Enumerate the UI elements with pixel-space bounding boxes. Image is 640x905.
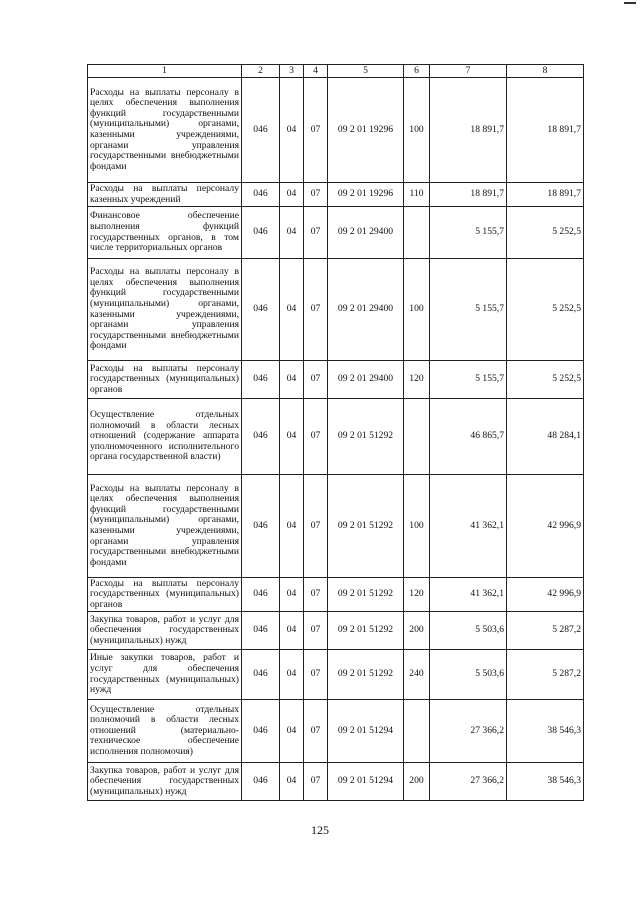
cell-ministry-code: 046 <box>242 361 280 399</box>
cell-subsection: 07 <box>304 700 328 763</box>
cell-ministry-code: 046 <box>242 259 280 361</box>
cell-expense-type: 100 <box>404 259 430 361</box>
cell-amount-col8: 42 996,9 <box>507 578 584 612</box>
cell-amount-col7: 27 366,2 <box>430 700 507 763</box>
header-col-5: 5 <box>328 65 404 78</box>
row-description: Осуществление отдельных полномочий в области лесных отношений (материально-техническое обеспечение исполнения полномочия) <box>88 700 242 763</box>
cell-amount-col8: 38 546,3 <box>507 763 584 801</box>
table-row <box>88 399 584 475</box>
cell-ministry-code: 046 <box>242 578 280 612</box>
cell-section: 04 <box>280 361 304 399</box>
cell-section: 04 <box>280 399 304 475</box>
header-col-4: 4 <box>304 65 328 78</box>
cell-section: 04 <box>280 612 304 650</box>
cell-section: 04 <box>280 207 304 259</box>
row-description: Расходы на выплаты персоналу казенных учреждений <box>88 183 242 207</box>
cell-expense-type: 110 <box>404 183 430 207</box>
cell-amount-col7: 41 362,1 <box>430 578 507 612</box>
cell-ministry-code: 046 <box>242 650 280 700</box>
table-row <box>88 475 584 578</box>
table-row <box>88 78 584 183</box>
cell-subsection: 07 <box>304 259 328 361</box>
cell-section: 04 <box>280 475 304 578</box>
cell-section: 04 <box>280 578 304 612</box>
cell-expense-type: 100 <box>404 475 430 578</box>
cell-expense-type <box>404 399 430 475</box>
cell-expense-type: 100 <box>404 78 430 183</box>
row-description: Расходы на выплаты персоналу в целях обеспечения выполнения функций государственными (муниципальными) органами, казенными учреждениями, органами управления государственными внебюджетными фондами <box>88 259 242 361</box>
cell-ministry-code: 046 <box>242 763 280 801</box>
cell-subsection: 07 <box>304 207 328 259</box>
table-row <box>88 183 584 207</box>
table-row <box>88 578 584 612</box>
row-description: Осуществление отдельных полномочий в области лесных отношений (содержание аппарата уполномоченного исполнительного органа государственной власти) <box>88 399 242 475</box>
cell-expense-type <box>404 700 430 763</box>
budget-table <box>87 64 584 801</box>
cell-amount-col8: 5 252,5 <box>507 259 584 361</box>
table-row <box>88 612 584 650</box>
header-col-2: 2 <box>242 65 280 78</box>
cell-section: 04 <box>280 78 304 183</box>
cell-subsection: 07 <box>304 399 328 475</box>
header-col-7: 7 <box>430 65 507 78</box>
cell-amount-col7: 5 155,7 <box>430 259 507 361</box>
cell-amount-col8: 18 891,7 <box>507 78 584 183</box>
cell-amount-col7: 41 362,1 <box>430 475 507 578</box>
cell-target-article: 09 2 01 29400 <box>328 361 404 399</box>
table-row <box>88 700 584 763</box>
cell-expense-type: 200 <box>404 763 430 801</box>
row-description: Расходы на выплаты персоналу государственных (муниципальных) органов <box>88 578 242 612</box>
table-row <box>88 361 584 399</box>
cell-amount-col7: 18 891,7 <box>430 78 507 183</box>
cell-subsection: 07 <box>304 183 328 207</box>
cell-target-article: 09 2 01 51292 <box>328 475 404 578</box>
cell-amount-col7: 5 503,6 <box>430 612 507 650</box>
cell-amount-col7: 18 891,7 <box>430 183 507 207</box>
row-description: Закупка товаров, работ и услуг для обеспечения государственных (муниципальных) нужд <box>88 612 242 650</box>
row-description: Расходы на выплаты персоналу в целях обеспечения выполнения функций государственными (муниципальными) органами, казенными учреждениями, органами управления государственными внебюджетными фондами <box>88 78 242 183</box>
table-row <box>88 763 584 801</box>
cell-subsection: 07 <box>304 578 328 612</box>
cell-ministry-code: 046 <box>242 78 280 183</box>
cell-amount-col7: 27 366,2 <box>430 763 507 801</box>
cell-section: 04 <box>280 650 304 700</box>
cell-expense-type: 120 <box>404 361 430 399</box>
header-col-3: 3 <box>280 65 304 78</box>
cell-expense-type <box>404 207 430 259</box>
cell-expense-type: 200 <box>404 612 430 650</box>
cell-ministry-code: 046 <box>242 207 280 259</box>
cell-amount-col7: 46 865,7 <box>430 399 507 475</box>
row-description: Иные закупки товаров, работ и услуг для обеспечения государственных (муниципальных) нужд <box>88 650 242 700</box>
cell-amount-col8: 48 284,1 <box>507 399 584 475</box>
cell-section: 04 <box>280 259 304 361</box>
cell-amount-col8: 5 252,5 <box>507 207 584 259</box>
page-number: 125 <box>311 823 329 837</box>
cell-amount-col8: 5 252,5 <box>507 361 584 399</box>
cell-subsection: 07 <box>304 763 328 801</box>
cell-amount-col7: 5 155,7 <box>430 207 507 259</box>
row-description: Финансовое обеспечение выполнения функций государственных органов, в том числе территориальных органов <box>88 207 242 259</box>
cell-amount-col7: 5 503,6 <box>430 650 507 700</box>
table-row <box>88 650 584 700</box>
cell-ministry-code: 046 <box>242 475 280 578</box>
cell-target-article: 09 2 01 29400 <box>328 259 404 361</box>
cell-subsection: 07 <box>304 361 328 399</box>
row-description: Закупка товаров, работ и услуг для обеспечения государственных (муниципальных) нужд <box>88 763 242 801</box>
cell-amount-col8: 5 287,2 <box>507 650 584 700</box>
table-row <box>88 207 584 259</box>
cell-expense-type: 120 <box>404 578 430 612</box>
cell-ministry-code: 046 <box>242 612 280 650</box>
row-description: Расходы на выплаты персоналу в целях обеспечения выполнения функций государственными (муниципальными) органами, казенными учреждениями, органами управления государственными внебюджетными фондами <box>88 475 242 578</box>
cell-target-article: 09 2 01 51292 <box>328 578 404 612</box>
table-row <box>88 259 584 361</box>
cell-ministry-code: 046 <box>242 700 280 763</box>
cell-target-article: 09 2 01 51294 <box>328 700 404 763</box>
header-col-1: 1 <box>88 65 242 78</box>
cell-amount-col7: 5 155,7 <box>430 361 507 399</box>
cell-amount-col8: 42 996,9 <box>507 475 584 578</box>
header-col-6: 6 <box>404 65 430 78</box>
cell-amount-col8: 38 546,3 <box>507 700 584 763</box>
header-col-8: 8 <box>507 65 584 78</box>
cell-ministry-code: 046 <box>242 183 280 207</box>
cell-section: 04 <box>280 700 304 763</box>
cell-target-article: 09 2 01 19296 <box>328 183 404 207</box>
cell-target-article: 09 2 01 51292 <box>328 612 404 650</box>
cell-amount-col8: 5 287,2 <box>507 612 584 650</box>
cell-subsection: 07 <box>304 612 328 650</box>
cell-subsection: 07 <box>304 650 328 700</box>
cell-ministry-code: 046 <box>242 399 280 475</box>
cell-target-article: 09 2 01 51294 <box>328 763 404 801</box>
cell-target-article: 09 2 01 51292 <box>328 650 404 700</box>
cell-section: 04 <box>280 183 304 207</box>
cell-expense-type: 240 <box>404 650 430 700</box>
cell-section: 04 <box>280 763 304 801</box>
corner-mark <box>624 2 636 4</box>
cell-target-article: 09 2 01 29400 <box>328 207 404 259</box>
cell-target-article: 09 2 01 51292 <box>328 399 404 475</box>
cell-target-article: 09 2 01 19296 <box>328 78 404 183</box>
cell-subsection: 07 <box>304 78 328 183</box>
table-header-row <box>88 65 584 78</box>
cell-subsection: 07 <box>304 475 328 578</box>
cell-amount-col8: 18 891,7 <box>507 183 584 207</box>
row-description: Расходы на выплаты персоналу государственных (муниципальных) органов <box>88 361 242 399</box>
